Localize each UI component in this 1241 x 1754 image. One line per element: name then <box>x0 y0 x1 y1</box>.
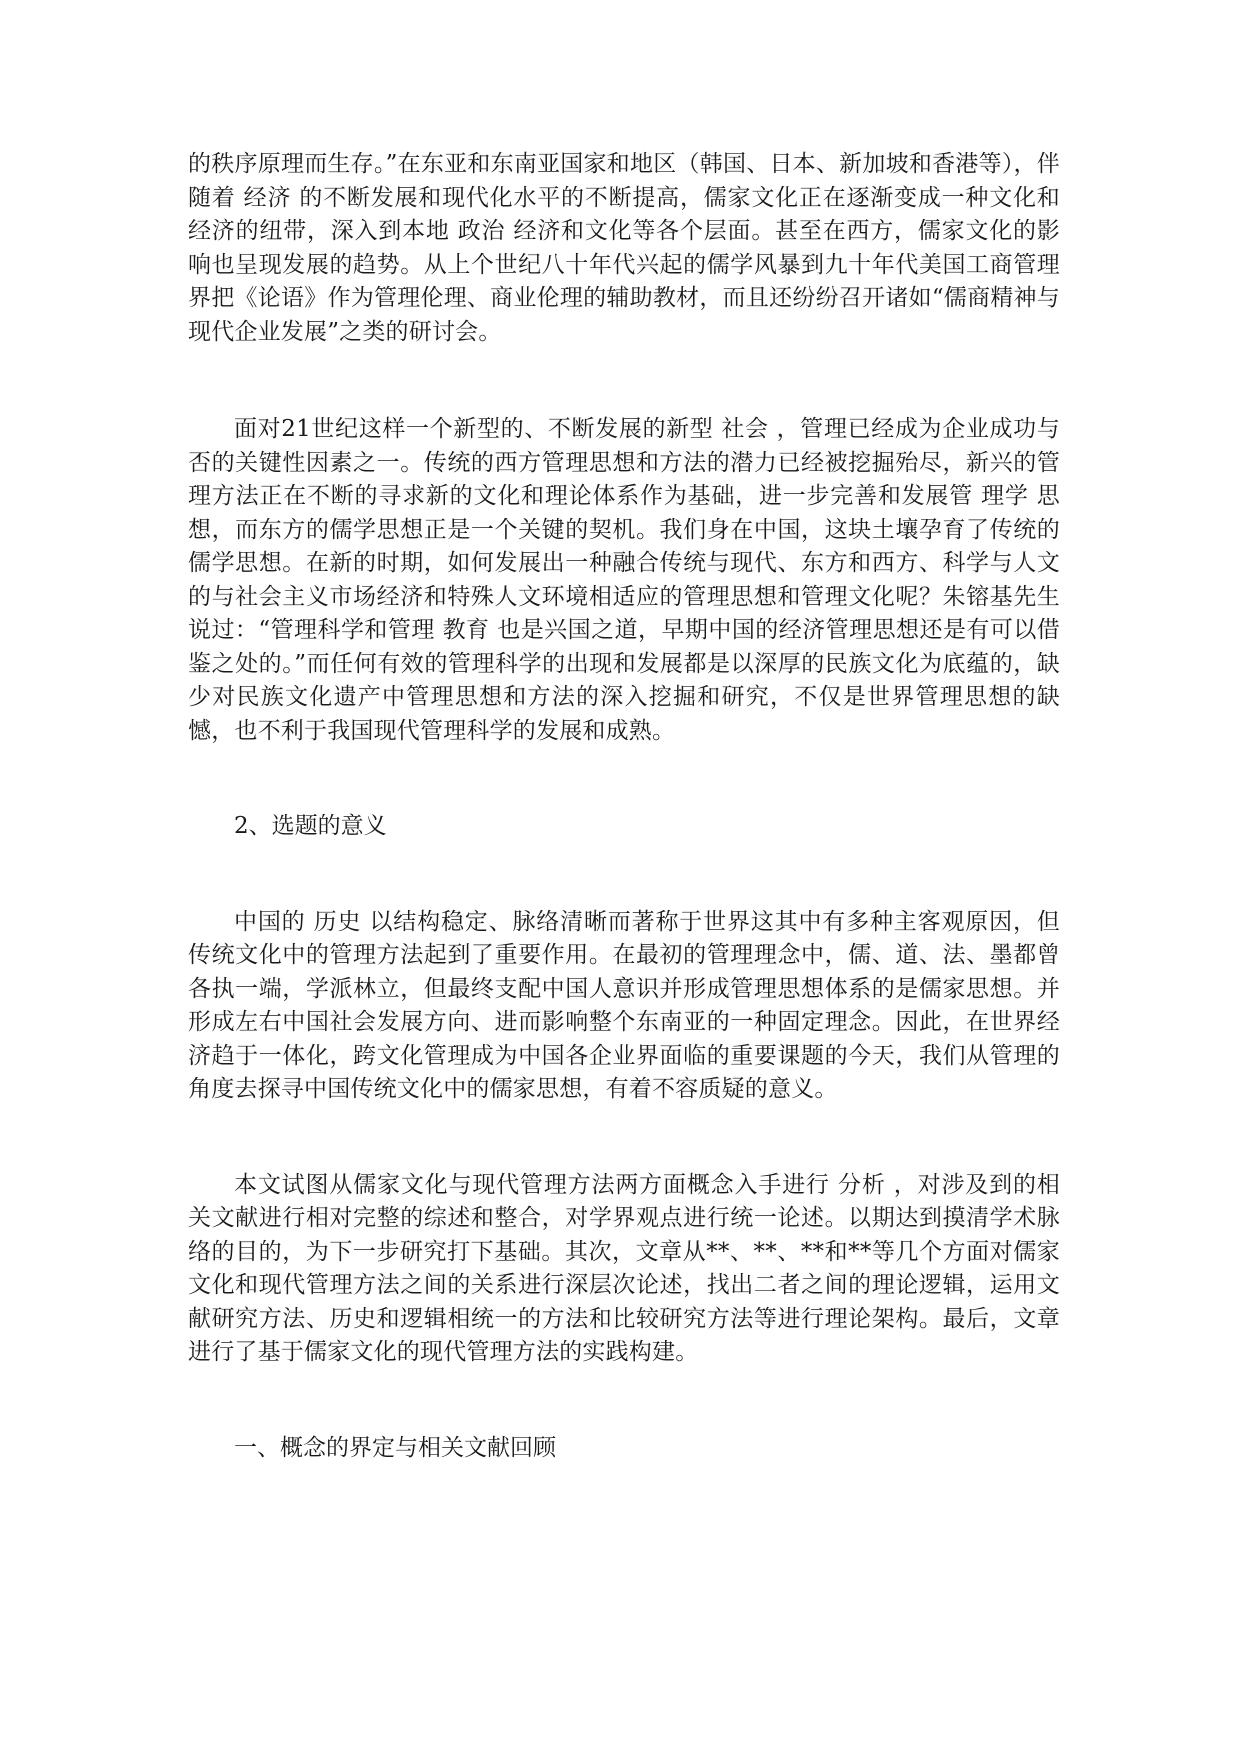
paragraph-21st-century-management: 面对21世纪这样一个新型的、不断发展的新型 社会 ，管理已经成为企业成功与否的关键性因素之一。传统的西方管理思想和方法的潜力已经被挖掘殆尽，新兴的管理方法正在不断的寻求新的文化和理论体系作为基础，进一步完善和发展管 理学 思想，而东方的儒学思想正是一个关键的契机。我们身在中国，这块土壤孕育了传统的儒学思想。在新的时期，如何发展出一种融合传统与现代、东方和西方、科学与人文的与社会主义市场经济和特殊人文环境相适应的管理思想和管理文化呢？朱镕基先生说过：“管理科学和管理 教育 也是兴国之道，早期中国的经济管理思想还是有可以借鉴之处的。”而任何有效的管理科学的出现和发展都是以深厚的民族文化为底蕴的，缺少对民族文化遗产中管理思想和方法的深入挖掘和研究，不仅是世界管理思想的缺憾，也不利于我国现代管理科学的发展和成熟。 <box>188 416 1060 744</box>
spacer <box>188 349 1060 413</box>
paragraph-confucian-influence: 的秩序原理而生存。”在东亚和东南亚国家和地区（韩国、日本、新加坡和香港等），伴随着 经济 的不断发展和现代化水平的不断提高，儒家文化正在逐渐变成一种文化和经济的纽带，深入到本地 政治 经济和文化等各个层面。甚至在西方，儒家文化的影响也呈现发展的趋势。从上个世纪八十年代兴起的儒学风暴到九十年代美国工商管理界把《论语》作为管理伦理、商业伦理的辅助教材，而且还纷纷召开诸如“儒商精神与现代企业发展”之类的研讨会。 <box>188 151 1060 345</box>
section-heading-topic-significance: 2、选题的意义 <box>234 813 387 839</box>
spacer <box>188 1370 1060 1432</box>
spacer <box>188 748 1060 810</box>
paragraph-paper-outline: 本文试图从儒家文化与现代管理方法两方面概念入手进行 分析 ，对涉及到的相关文献进行相对完整的综述和整合，对学界观点进行统一论述。以期达到摸清学术脉络的目的，为下一步研究打下基础。其次，文章从**、**、**和**等几个方面对儒家文化和现代管理方法之间的关系进行深层次论述，找出二者之间的理论逻辑，运用文献研究方法、历史和逻辑相统一的方法和比较研究方法等进行理论架构。最后，文章进行了基于儒家文化的现代管理方法的实践构建。 <box>188 1171 1060 1365</box>
spacer <box>188 1107 1060 1169</box>
document-page <box>188 148 1060 1465</box>
spacer <box>188 844 1060 906</box>
paragraph-chinese-history: 中国的 历史 以结构稳定、脉络清晰而著称于世界这其中有多种主客观原因，但传统文化中的管理方法起到了重要作用。在最初的管理理念中，儒、道、法、墨都曾各执一端，学派林立，但最终支配中国人意识并形成管理思想体系的是儒家思想。并形成左右中国社会发展方向、进而影响整个东南亚的一种固定理念。因此，在世界经济趋于一体化，跨文化管理成为中国各企业界面临的重要课题的今天，我们从管理的角度去探寻中国传统文化中的儒家思想，有着不容质疑的意义。 <box>188 908 1060 1102</box>
section-heading-concepts-literature: 一、概念的界定与相关文献回顾 <box>234 1434 556 1461</box>
